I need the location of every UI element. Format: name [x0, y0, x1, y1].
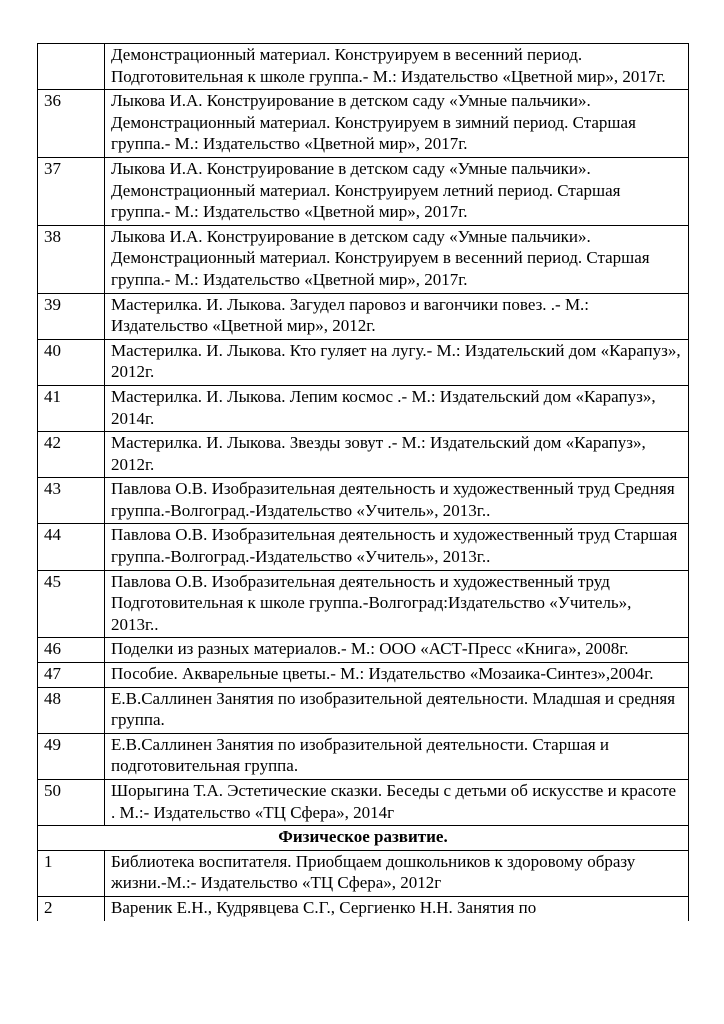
bibliography-table [37, 43, 689, 921]
row-text: Поделки из разных материалов.- М.: ООО «АСТ-Пресс «Книга», 2008г. [105, 638, 689, 663]
row-text: Лыкова И.А. Конструирование в детском саду «Умные пальчики». Демонстрационный материал. Конструируем в зимний период. Старшая группа.- М.: Издательство «Цветной мир», 2017г. [105, 90, 689, 158]
row-number: 2 [38, 896, 105, 920]
row-text: Шорыгина Т.А. Эстетические сказки. Беседы с детьми об искусстве и красоте . М.:- Издательство «ТЦ Сфера», 2014г [105, 780, 689, 826]
row-number: 1 [38, 850, 105, 896]
table-row [38, 90, 689, 158]
row-number: 43 [38, 478, 105, 524]
row-number: 36 [38, 90, 105, 158]
row-text: Вареник Е.Н., Кудрявцева С.Г., Сергиенко Н.Н. Занятия по [105, 896, 689, 920]
row-number [38, 44, 105, 90]
row-number: 44 [38, 524, 105, 570]
row-text: Е.В.Саллинен Занятия по изобразительной деятельности. Младшая и средняя группа. [105, 687, 689, 733]
row-number: 50 [38, 780, 105, 826]
row-text: Лыкова И.А. Конструирование в детском саду «Умные пальчики». Демонстрационный материал. Конструируем летний период. Старшая группа.- М.: Издательство «Цветной мир», 2017г. [105, 157, 689, 225]
row-text: Мастерилка. И. Лыкова. Кто гуляет на лугу.- М.: Издательский дом «Карапуз», 2012г. [105, 339, 689, 385]
section-title: Физическое развитие. [38, 826, 689, 851]
section-header-row [38, 826, 689, 851]
table-row [38, 638, 689, 663]
row-number: 47 [38, 663, 105, 688]
row-number: 46 [38, 638, 105, 663]
row-number: 45 [38, 570, 105, 638]
row-number: 40 [38, 339, 105, 385]
table-row [38, 478, 689, 524]
row-text: Мастерилка. И. Лыкова. Загудел паровоз и вагончики повез. .- М.: Издательство «Цветной мир», 2012г. [105, 293, 689, 339]
table-row [38, 44, 689, 90]
table-row [38, 385, 689, 431]
row-text: Пособие. Акварельные цветы.- М.: Издательство «Мозаика-Синтез»,2004г. [105, 663, 689, 688]
table-row [38, 896, 689, 920]
table-row [38, 339, 689, 385]
row-text: Павлова О.В. Изобразительная деятельность и художественный труд Старшая группа.-Волгоград.-Издательство «Учитель», 2013г.. [105, 524, 689, 570]
row-text: Мастерилка. И. Лыкова. Лепим космос .- М.: Издательский дом «Карапуз», 2014г. [105, 385, 689, 431]
table-row [38, 850, 689, 896]
table-row [38, 225, 689, 293]
row-text: Мастерилка. И. Лыкова. Звезды зовут .- М.: Издательский дом «Карапуз», 2012г. [105, 432, 689, 478]
table-row [38, 663, 689, 688]
table-row [38, 780, 689, 826]
row-text: Лыкова И.А. Конструирование в детском саду «Умные пальчики». Демонстрационный материал. Конструируем в весенний период. Старшая группа.- М.: Издательство «Цветной мир», 2017г. [105, 225, 689, 293]
row-number: 38 [38, 225, 105, 293]
table-row [38, 432, 689, 478]
row-number: 42 [38, 432, 105, 478]
row-text: Е.В.Саллинен Занятия по изобразительной деятельности. Старшая и подготовительная группа. [105, 733, 689, 779]
table-row [38, 293, 689, 339]
row-text: Библиотека воспитателя. Приобщаем дошкольников к здоровому образу жизни.-М.:- Издательство «ТЦ Сфера», 2012г [105, 850, 689, 896]
row-text: Демонстрационный материал. Конструируем в весенний период. Подготовительная к школе группа.- М.: Издательство «Цветной мир», 2017г. [105, 44, 689, 90]
table-row [38, 570, 689, 638]
row-text: Павлова О.В. Изобразительная деятельность и художественный труд Средняя группа.-Волгоград.-Издательство «Учитель», 2013г.. [105, 478, 689, 524]
row-number: 49 [38, 733, 105, 779]
row-number: 41 [38, 385, 105, 431]
row-text: Павлова О.В. Изобразительная деятельность и художественный труд Подготовительная к школе группа.-Волгоград:Издательство «Учитель», 2013г.. [105, 570, 689, 638]
table-row [38, 524, 689, 570]
row-number: 37 [38, 157, 105, 225]
row-number: 39 [38, 293, 105, 339]
table-row [38, 733, 689, 779]
row-number: 48 [38, 687, 105, 733]
table-row [38, 687, 689, 733]
table-row [38, 157, 689, 225]
